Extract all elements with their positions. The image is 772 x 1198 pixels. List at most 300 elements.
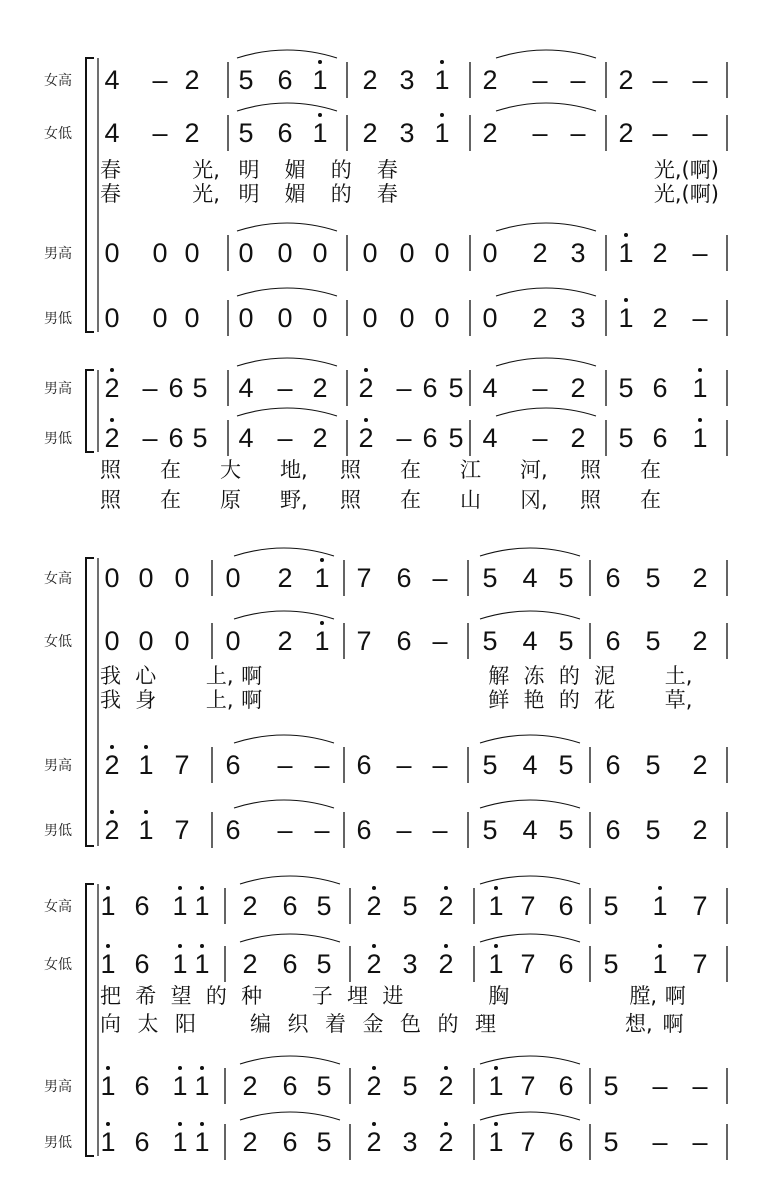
octave-dot: [364, 418, 368, 422]
octave-dot: [110, 810, 114, 814]
note: 2: [692, 626, 708, 656]
note: 3: [399, 118, 415, 148]
note: 1: [194, 891, 210, 921]
lyric-char: 膛,: [629, 984, 658, 1008]
note: 2: [242, 1127, 258, 1157]
lyric-char: 的: [330, 158, 352, 182]
note: –: [432, 563, 448, 593]
part-label: 男高: [44, 246, 72, 262]
part-label: 男高: [44, 1079, 72, 1095]
note: 1: [138, 815, 154, 845]
slur: [480, 1056, 580, 1064]
lyric-char: 的: [437, 1012, 459, 1036]
octave-dot: [364, 368, 368, 372]
slur: [237, 288, 337, 296]
note: 5: [238, 65, 254, 95]
note: 5: [558, 563, 574, 593]
note: 2: [692, 563, 708, 593]
lyric-char: 照: [340, 488, 361, 512]
note: 1: [172, 949, 188, 979]
slur: [234, 800, 334, 808]
lyric-char: 地,: [280, 458, 308, 482]
note: 1: [194, 1127, 210, 1157]
note: 2: [482, 65, 498, 95]
octave-dot: [440, 60, 444, 64]
note: 6: [558, 1071, 574, 1101]
octave-dot: [110, 368, 114, 372]
octave-dot: [178, 886, 182, 890]
lyric-char: 泥: [594, 664, 616, 688]
note: 2: [652, 303, 668, 333]
note: 2: [366, 949, 382, 979]
part-label: 女低: [44, 957, 72, 973]
note: 6: [558, 1127, 574, 1157]
lyric-char: 着: [325, 1012, 346, 1036]
note: 5: [558, 815, 574, 845]
note: 1: [172, 1071, 188, 1101]
note: 1: [692, 373, 708, 403]
slur: [480, 800, 580, 808]
note: 5: [402, 891, 418, 921]
part-label: 男低: [44, 431, 72, 447]
lyric-char: 啊: [664, 984, 686, 1008]
octave-dot: [110, 418, 114, 422]
note: –: [692, 238, 708, 268]
note: 1: [652, 949, 668, 979]
note: 1: [618, 238, 634, 268]
lyric-char: 阳: [175, 1012, 196, 1036]
note: –: [532, 423, 548, 453]
note: 2: [482, 118, 498, 148]
octave-dot: [494, 1122, 498, 1126]
part-label: 男低: [44, 1135, 72, 1151]
lyric-char: 明: [238, 182, 260, 206]
note: 1: [138, 750, 154, 780]
note: 4: [238, 423, 254, 453]
note: 6: [168, 423, 184, 453]
lyric-char: 江: [460, 458, 481, 482]
lyric-char: 光,(啊): [653, 182, 719, 206]
lyric-char: 织: [287, 1012, 309, 1036]
lyric-char: 照: [100, 488, 121, 512]
lyric-char: 埋: [347, 984, 369, 1008]
note: 1: [194, 1071, 210, 1101]
note: 6: [605, 815, 621, 845]
note: 5: [482, 750, 498, 780]
note: 1: [172, 1127, 188, 1157]
note: 0: [434, 303, 450, 333]
note: 6: [282, 1127, 298, 1157]
lyric-char: 明: [238, 158, 260, 182]
note: 6: [134, 1071, 150, 1101]
lyric-char: 在: [400, 488, 421, 512]
slur: [234, 611, 334, 619]
lyric-char: 希: [135, 984, 157, 1008]
note: 0: [152, 303, 168, 333]
octave-dot: [444, 1066, 448, 1070]
lyric-char: 媚: [284, 158, 306, 182]
note: 0: [174, 563, 190, 593]
note: 3: [402, 949, 418, 979]
note: 1: [314, 563, 330, 593]
note: 6: [282, 949, 298, 979]
lyric-char: 的: [558, 688, 580, 712]
lyric-char: 色: [400, 1012, 421, 1036]
lyric-char: 上,: [205, 664, 234, 688]
note: –: [152, 65, 168, 95]
note: 2: [184, 118, 200, 148]
note: 0: [277, 238, 293, 268]
note: –: [396, 373, 412, 403]
note: –: [692, 118, 708, 148]
note: 6: [356, 750, 372, 780]
lyric-char: 啊: [241, 688, 263, 712]
note: 1: [488, 949, 504, 979]
part-label: 男高: [44, 758, 72, 774]
octave-dot: [200, 944, 204, 948]
lyric-char: 想,: [625, 1012, 653, 1036]
octave-dot: [144, 745, 148, 749]
part-label: 女低: [44, 634, 72, 650]
lyric-char: 的: [205, 984, 227, 1008]
slur: [496, 358, 596, 366]
slur: [480, 1112, 580, 1120]
note: 7: [356, 563, 372, 593]
note: 2: [438, 949, 454, 979]
slur: [480, 934, 580, 942]
note: –: [652, 1127, 668, 1157]
note: –: [277, 750, 293, 780]
note: 0: [482, 303, 498, 333]
lyric-char: 在: [160, 458, 181, 482]
lyric-char: 冻: [523, 664, 545, 688]
note: –: [142, 423, 158, 453]
slur: [480, 876, 580, 884]
note: 4: [482, 423, 498, 453]
note: –: [692, 1071, 708, 1101]
octave-dot: [494, 944, 498, 948]
note: 5: [192, 373, 208, 403]
note: 1: [488, 1127, 504, 1157]
note: 5: [316, 1071, 332, 1101]
slur: [496, 50, 596, 58]
note: 0: [362, 238, 378, 268]
part-label: 男低: [44, 311, 72, 327]
note: 5: [448, 373, 464, 403]
lyric-char: 光,: [192, 182, 220, 206]
note: 7: [692, 949, 708, 979]
note: 0: [362, 303, 378, 333]
lyric-char: 春: [376, 158, 398, 182]
note: 5: [603, 1071, 619, 1101]
note: 1: [172, 891, 188, 921]
note: 2: [438, 1071, 454, 1101]
note: –: [652, 1071, 668, 1101]
note: –: [532, 118, 548, 148]
lyric-char: 山: [460, 488, 481, 512]
octave-dot: [106, 886, 110, 890]
note: 1: [100, 1071, 116, 1101]
slur: [240, 934, 340, 942]
note: 6: [422, 423, 438, 453]
note: 6: [282, 891, 298, 921]
lyric-char: 太: [137, 1012, 159, 1036]
note: 5: [448, 423, 464, 453]
note: –: [432, 626, 448, 656]
slur: [237, 408, 337, 416]
octave-dot: [320, 621, 324, 625]
octave-dot: [106, 944, 110, 948]
octave-dot: [698, 368, 702, 372]
note: –: [532, 373, 548, 403]
octave-dot: [444, 944, 448, 948]
part-label: 女低: [44, 126, 72, 142]
note: 0: [104, 303, 120, 333]
note: –: [142, 373, 158, 403]
note: –: [532, 65, 548, 95]
note: 5: [558, 626, 574, 656]
lyric-char: 上,: [205, 688, 234, 712]
note: 0: [138, 563, 154, 593]
note: 2: [358, 423, 374, 453]
note: 1: [488, 891, 504, 921]
note: 2: [438, 1127, 454, 1157]
lyric-char: 心: [135, 664, 157, 688]
note: 7: [692, 891, 708, 921]
note: 2: [692, 750, 708, 780]
lyric-char: 在: [160, 488, 181, 512]
lyric-char: 照: [340, 458, 361, 482]
lyric-char: 望: [170, 984, 192, 1008]
slur: [237, 103, 337, 111]
lyric-char: 向: [100, 1012, 121, 1036]
note: 5: [603, 949, 619, 979]
note: 5: [316, 1127, 332, 1157]
note: –: [152, 118, 168, 148]
lyric-char: 鲜: [488, 688, 510, 712]
note: 7: [174, 750, 190, 780]
note: 3: [570, 238, 586, 268]
octave-dot: [144, 810, 148, 814]
note: 7: [520, 949, 536, 979]
slur: [480, 735, 580, 743]
lyric-char: 进: [382, 984, 404, 1008]
note: 1: [100, 949, 116, 979]
note: 2: [358, 373, 374, 403]
note: 2: [362, 65, 378, 95]
note: 7: [520, 1127, 536, 1157]
note: 6: [134, 891, 150, 921]
note: 3: [399, 65, 415, 95]
note: 6: [396, 626, 412, 656]
note: –: [570, 65, 586, 95]
note: –: [570, 118, 586, 148]
lyric-char: 花: [594, 688, 616, 712]
note: 5: [192, 423, 208, 453]
note: 5: [482, 563, 498, 593]
note: 2: [366, 891, 382, 921]
note: 2: [277, 563, 293, 593]
slur: [496, 408, 596, 416]
lyric-char: 照: [580, 458, 601, 482]
note: 5: [603, 891, 619, 921]
note: 0: [104, 238, 120, 268]
note: 0: [399, 238, 415, 268]
note: 6: [277, 118, 293, 148]
note: 4: [522, 750, 538, 780]
note: 3: [570, 303, 586, 333]
note: 2: [277, 626, 293, 656]
note: 5: [482, 626, 498, 656]
note: 6: [277, 65, 293, 95]
lyric-char: 照: [580, 488, 601, 512]
note: –: [432, 815, 448, 845]
slur: [237, 50, 337, 58]
lyric-char: 理: [475, 1012, 496, 1036]
note: 4: [522, 815, 538, 845]
note: 0: [399, 303, 415, 333]
note: 0: [434, 238, 450, 268]
octave-dot: [200, 1066, 204, 1070]
note: 4: [104, 65, 120, 95]
note: 0: [482, 238, 498, 268]
octave-dot: [444, 886, 448, 890]
note: 7: [520, 1071, 536, 1101]
system-bracket: [86, 558, 94, 846]
note: 0: [238, 303, 254, 333]
note: 6: [422, 373, 438, 403]
lyric-char: 身: [135, 688, 157, 712]
octave-dot: [658, 886, 662, 890]
lyric-char: 草,: [664, 688, 693, 712]
octave-dot: [440, 113, 444, 117]
lyric-char: 春: [100, 182, 121, 206]
octave-dot: [494, 886, 498, 890]
note: 5: [603, 1127, 619, 1157]
note: 1: [618, 303, 634, 333]
note: 5: [618, 423, 634, 453]
note: 5: [645, 750, 661, 780]
note: –: [692, 1127, 708, 1157]
octave-dot: [624, 298, 628, 302]
note: 2: [366, 1127, 382, 1157]
lyric-char: 在: [640, 458, 661, 482]
note: 2: [312, 423, 328, 453]
note: 2: [570, 423, 586, 453]
note: 6: [605, 750, 621, 780]
note: 6: [605, 563, 621, 593]
lyric-char: 我: [100, 664, 121, 688]
note: 5: [618, 373, 634, 403]
octave-dot: [200, 886, 204, 890]
lyric-char: 的: [558, 664, 580, 688]
lyric-char: 胸: [488, 984, 510, 1008]
note: 6: [134, 949, 150, 979]
note: 6: [225, 815, 241, 845]
note: 0: [174, 626, 190, 656]
slur: [234, 548, 334, 556]
lyric-char: 原: [220, 488, 241, 512]
note: 5: [558, 750, 574, 780]
note: 2: [242, 1071, 258, 1101]
octave-dot: [106, 1122, 110, 1126]
note: –: [277, 423, 293, 453]
lyric-char: 冈,: [520, 488, 548, 512]
note: 2: [104, 423, 120, 453]
note: 2: [184, 65, 200, 95]
note: 0: [238, 238, 254, 268]
lyric-char: 我: [100, 688, 121, 712]
note: 6: [356, 815, 372, 845]
note: –: [396, 423, 412, 453]
part-label: 男低: [44, 823, 72, 839]
lyric-char: 野,: [280, 488, 308, 512]
note: –: [396, 750, 412, 780]
note: –: [314, 750, 330, 780]
note: 2: [104, 373, 120, 403]
note: 6: [558, 949, 574, 979]
note: 0: [225, 626, 241, 656]
lyric-char: 的: [330, 182, 352, 206]
part-label: 女高: [44, 73, 72, 89]
note: 1: [314, 626, 330, 656]
note: 5: [645, 563, 661, 593]
slur: [237, 223, 337, 231]
note: 2: [104, 815, 120, 845]
note: 1: [488, 1071, 504, 1101]
note: 4: [482, 373, 498, 403]
lyric-char: 照: [100, 458, 121, 482]
lyric-char: 艳: [523, 688, 545, 712]
slur: [240, 876, 340, 884]
note: 5: [316, 949, 332, 979]
note: –: [277, 373, 293, 403]
note: 1: [434, 65, 450, 95]
octave-dot: [178, 1066, 182, 1070]
octave-dot: [372, 886, 376, 890]
note: 1: [100, 891, 116, 921]
note: 1: [100, 1127, 116, 1157]
note: 2: [366, 1071, 382, 1101]
note: –: [692, 303, 708, 333]
note: 2: [692, 815, 708, 845]
lyric-char: 土,: [664, 664, 693, 688]
lyric-char: 金: [362, 1012, 384, 1036]
note: 0: [277, 303, 293, 333]
note: 5: [645, 815, 661, 845]
note: –: [277, 815, 293, 845]
note: 2: [362, 118, 378, 148]
lyric-char: 春: [100, 158, 121, 182]
note: 0: [312, 303, 328, 333]
note: 2: [438, 891, 454, 921]
note: 2: [618, 65, 634, 95]
note: 0: [312, 238, 328, 268]
lyric-char: 河,: [520, 458, 548, 482]
note: 6: [605, 626, 621, 656]
note: 6: [396, 563, 412, 593]
note: 6: [134, 1127, 150, 1157]
note: 3: [402, 1127, 418, 1157]
note: 7: [520, 891, 536, 921]
note: 4: [522, 626, 538, 656]
note: 7: [356, 626, 372, 656]
lyric-char: 媚: [284, 182, 306, 206]
note: 2: [312, 373, 328, 403]
note: –: [692, 65, 708, 95]
lyric-char: 子: [311, 984, 333, 1008]
part-label: 女高: [44, 899, 72, 915]
